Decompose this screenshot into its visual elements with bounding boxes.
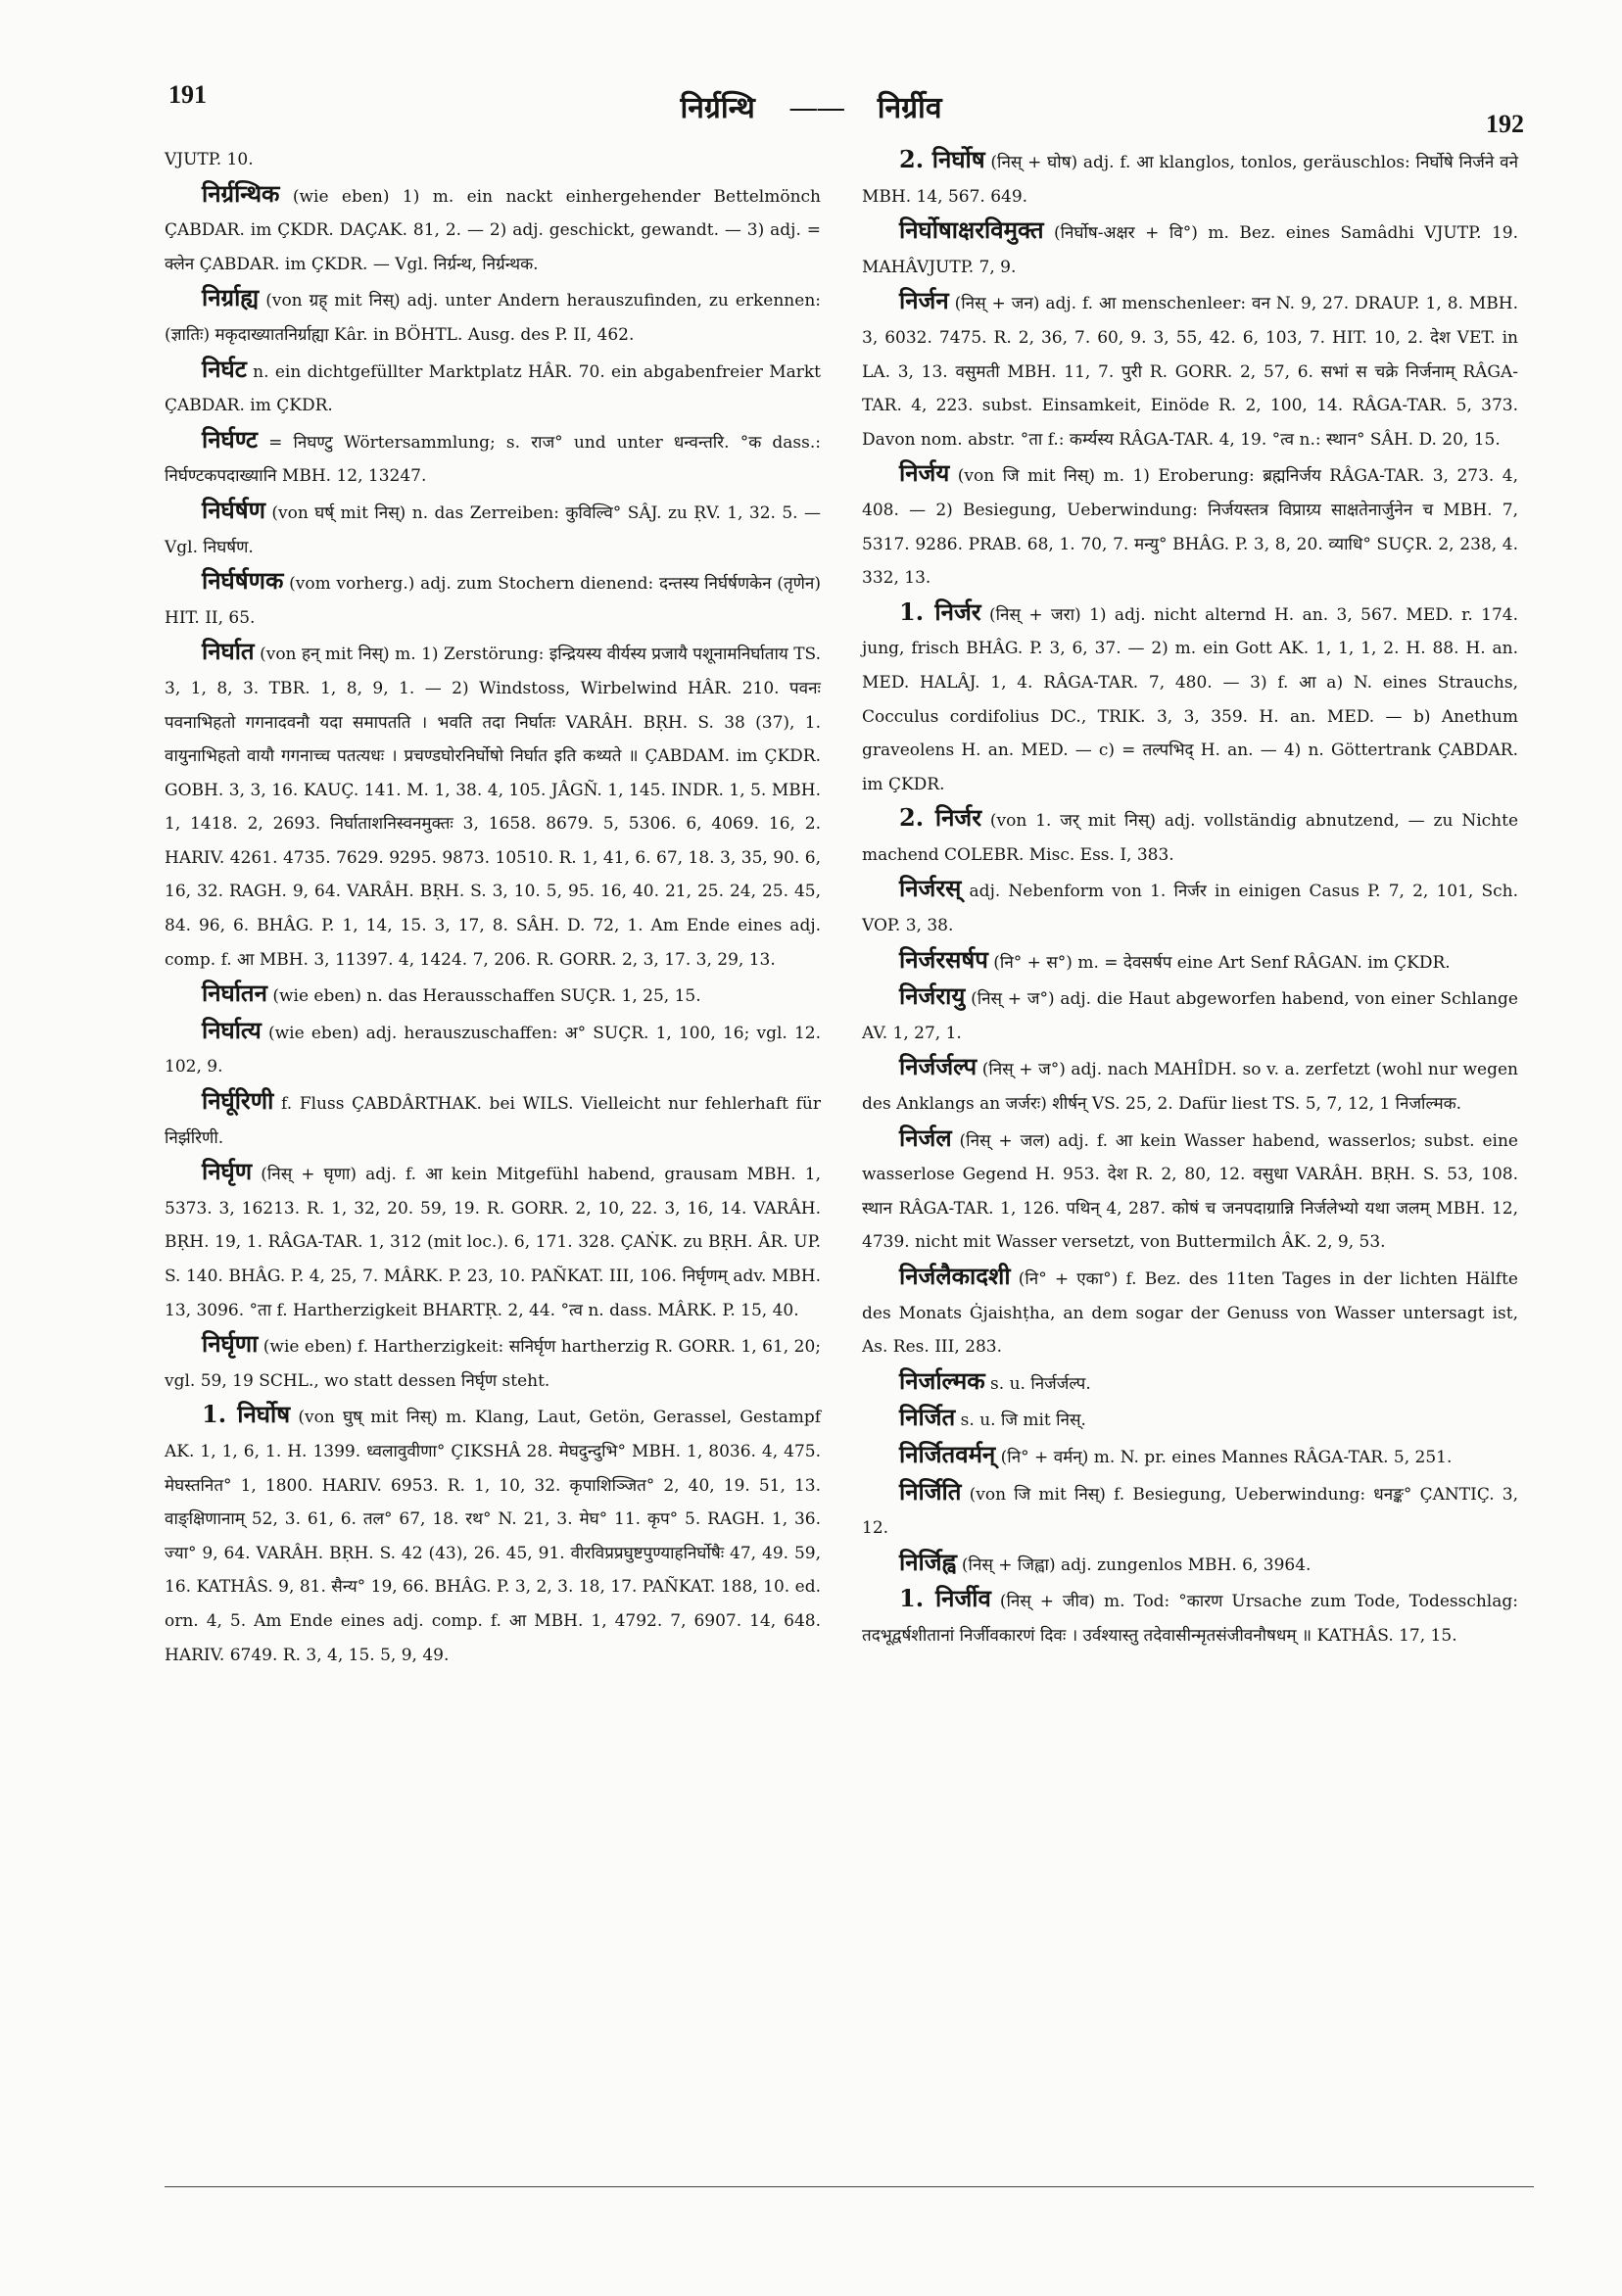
entry-headword: निर्घर्षण — [202, 495, 265, 524]
entry-headword: निर्जरसर्षप — [899, 944, 988, 974]
bottom-rule — [165, 2186, 1534, 2187]
entry-headword: निर्घोषाक्षरविमुक्त — [899, 215, 1044, 245]
entry-text: VJUTP. 10. — [165, 150, 254, 169]
entry-headword: 1. निर्घोष — [202, 1400, 291, 1429]
dictionary-entry — [862, 1475, 1518, 1546]
entry-headword: निर्जल — [899, 1123, 952, 1152]
entry-headword: निर्ग्राह्य — [202, 283, 260, 312]
entry-text: (von घर्ष् mit निस्) n. das Zerreiben: कुविल्वि° SÂJ. zu ṚV. 1, 32. 5. — Vgl. निघर्षण. — [165, 502, 822, 557]
entry-headword: निर्जाल्मक — [899, 1365, 985, 1395]
dictionary-entry — [165, 1398, 821, 1672]
entry-headword: निर्जलैकादशी — [899, 1262, 1011, 1290]
dictionary-entry — [165, 564, 821, 635]
dictionary-entry — [862, 1546, 1518, 1583]
entry-headword: 2. निर्घोष — [899, 145, 985, 173]
dictionary-entry — [165, 1084, 821, 1155]
entry-text: (निस् + घृणा) adj. f. आ kein Mitgefühl habend, grausam MBH. 1, 5373. 3, 16213. R. 1, 32, 20. 59, 19. R. GORR. 2, 10, 22. 3, 16, 14. VARÂH. BṚH. 19, 1. RÂGA-TAR. 1, 312 (mit loc.). 6, 171. 328. ÇAṄK. zu BṚH. ÂR. UP. S. 140. BHÂG. P. 4, 25, 7. MÂRK. P. 23, 10. PAÑKAT. III, 106. निर्घृणम् adv. MBH. 13, 3096. °ता f. Hartherzigkeit BHARTṚ. 2, 44. °त्व n. dass. MÂRK. P. 15, 40. — [165, 1165, 822, 1320]
entry-headword: निर्जन — [899, 286, 949, 315]
entry-text: s. u. जि mit निस्. — [960, 1411, 1086, 1431]
running-header — [0, 86, 1622, 126]
entry-headword: निर्घात्य — [202, 1015, 262, 1044]
dictionary-entry — [165, 635, 821, 977]
entry-text: (wie eben) 1) m. ein nackt einhergehender Bettelmönch ÇABDAR. im ÇKDR. DAÇAK. 81, 2. — 2) adj. geschickt, gewandt. — 3) adj. = क्लेन ÇABDAR. im ÇKDR. — Vgl. निर्ग्रन्थ, निर्ग्रन्थक. — [165, 186, 821, 274]
right-column — [862, 143, 1518, 1653]
entry-text: (vom vorherg.) adj. zum Stochern dienend: दन्तस्य निर्घर्षणकेन (तृणेन) HIT. II, 65. — [165, 574, 821, 628]
dictionary-entry — [862, 143, 1518, 214]
header-last-word: निर्ग्रीव — [877, 91, 942, 125]
entry-headword: निर्घृण — [202, 1157, 253, 1186]
entry-headword: निर्घण्ट — [202, 424, 258, 454]
entry-text: (wie eben) adj. herauszuschaffen: अ° SUÇR. 1, 100, 16; vgl. 12. 102, 9. — [165, 1023, 821, 1077]
dictionary-entry — [165, 177, 821, 282]
page-number-left: 191 — [168, 80, 207, 109]
entry-text: (von ग्रह् mit निस्) adj. unter Andern herauszufinden, zu erkennen: (ज्ञातिः) मकृदाख्यातनिर्ग्राह्या Kâr. in BÖHTL. Ausg. des P. II, 462. — [165, 291, 821, 345]
header-dash: —— — [788, 91, 844, 125]
entry-text: (निस् + जरा) 1) adj. nicht alternd H. an. 3, 567. MED. r. 174. jung, frisch BHÂG. P. 3, 6, 37. — 2) m. ein Gott AK. 1, 1, 1, 2. H. 88. H. an. MED. HALÂJ. 1, 4. RÂGA-TAR. 7, 480. — 3) f. आ a) N. eines Strauchs, Cocculus cordifolius DC., TRIK. 3, 3, 359. H. an. MED. — b) Anethum graveolens H. an. MED. — c) = तल्पभिद् H. an. — 4) n. Göttertrank ÇABDAR. im ÇKDR. — [862, 604, 1519, 794]
dictionary-entry — [862, 1050, 1518, 1121]
entry-text: (नि° + स°) m. = देवसर्षप eine Art Senf RÂGAN. im ÇKDR. — [993, 952, 1451, 973]
entry-text: (निस् + घोष) adj. f. आ klanglos, tonlos, geräuschlos: निर्घोषे निर्जने वने MBH. 14, 567. 649. — [862, 153, 1519, 207]
entry-text: f. Fluss ÇABDÂRTHAK. bei WILS. Vielleicht nur fehlerhaft für निर्झरिणी. — [165, 1094, 822, 1148]
entry-text: (नि° + एका°) f. Bez. des 11ten Tages in der lichten Hälfte des Monats Ġjaishṭha, an dem sogar der Genuss von Wasser untersagt ist, As. Res. III, 283. — [862, 1269, 1518, 1358]
entry-text: (निर्घोष-अक्षर + वि°) m. Bez. eines Samâdhi VJUTP. 19. MAHÂVJUTP. 7, 9. — [862, 223, 1518, 277]
dictionary-entry — [862, 980, 1518, 1050]
entry-text: (von घुष् mit निस्) m. Klang, Laut, Getön, Gerassel, Gestampf AK. 1, 1, 6, 1. H. 1399. ध्वलावुवीणा° ÇIKSHÂ 28. मेघदुन्दुभि° MBH. 1, 8036. 4, 475. मेघस्तनित° 1, 1800. HARIV. 6953. R. 1, 10, 32. कृपाशिञ्जित° 2, 40, 19. 51, 13. वाङ्क्षिणानाम् 52, 3. 61, 6. तल° 67, 18. रथ° N. 21, 3. मेघ° 11. कृप° 5. RAGH. 1, 36. ज्या° 9, 64. VARÂH. BṚH. S. 42 (43), 26. 45, 91. वीरविप्रप्रघुष्टपुण्याहनिर्घोषैः 47, 49. 59, 16. KATHÂS. 9, 81. सैन्य° 19, 66. BHÂG. P. 3, 2, 3. 18, 17. PAÑKAT. 188, 10. ed. orn. 4, 5. Am Ende eines adj. comp. f. आ MBH. 1, 4792. 7, 6907. 14, 648. HARIV. 6749. R. 3, 4, 15. 5, 9, 49. — [165, 1408, 822, 1665]
entry-headword: निर्घातन — [202, 979, 267, 1008]
dictionary-entry — [862, 1122, 1518, 1260]
entry-text: (wie eben) f. Hartherzigkeit: सनिर्घृण hartherzig R. GORR. 1, 61, 20; vgl. 59, 19 SCHL., wo statt dessen निर्घृण steht. — [165, 1337, 822, 1391]
entry-text: s. u. निर्जर्जल्प. — [990, 1373, 1091, 1394]
entry-headword: 2. निर्जर — [899, 803, 982, 833]
entry-text: (von हन् mit निस्) m. 1) Zerstörung: इन्द्रियस्य वीर्यस्य प्रजायै पशूनामनिर्घाताय TS. 3, 1, 8, 3. TBR. 1, 8, 9, 1. — 2) Windstoss, Wirbelwind HÂR. 210. पवनः पवनाभिहतो गगनादवनौ यदा समापतति । भवति तदा निर्घातः VARÂH. BṚH. S. 38 (37), 1. वायुनाभिहतो वायौ गगनाच्च पतत्यधः । प्रचण्डघोरनिर्घोषो निर्घात इति कथ्यते ॥ ÇABDAM. im ÇKDR. GOBH. 3, 3, 16. KAUÇ. 141. M. 1, 38. 4, 105. JÂGÑ. 1, 145. INDR. 1, 5. MBH. 1, 1418. 2, 2693. निर्घाताशनिस्वनमुक्तः 3, 1658. 8679. 5, 5306. 6, 4069. 16, 2. HARIV. 4261. 4735. 7629. 9295. 9873. 10510. R. 1, 41, 6. 67, 18. 3, 35, 90. 6, 16, 32. RAGH. 9, 64. VARÂH. BṚH. S. 3, 10. 5, 95. 16, 40. 21, 25. 24, 25. 45, 84. 96, 6. BHÂG. P. 1, 14, 15. 3, 17, 8. SÂH. D. 72, 1. Am Ende eines adj. comp. f. आ MBH. 3, 11397. 4, 1424. 7, 206. R. GORR. 2, 3, 17. 3, 29, 13. — [165, 645, 821, 970]
entry-text: n. ein dichtgefüllter Marktplatz HÂR. 70. ein abgabenfreier Markt ÇABDAR. im ÇKDR. — [165, 361, 822, 416]
dictionary-entry — [862, 1582, 1518, 1652]
entry-text: (निस् + जल) adj. f. आ kein Wasser habend, wasserlos; subst. eine wasserlose Gegend H. 953. देश R. 2, 80, 12. वसुधा VARÂH. BṚH. S. 53, 108. स्थान RÂGA-TAR. 1, 126. पथिन् 4, 287. कोषं च जनपदाग्रान्नि निर्जलेभ्यो यथा जलम् MBH. 12, 4739. nicht mit Wasser versetzt, von Buttermilch ÂK. 2, 9, 53. — [862, 1130, 1518, 1253]
dictionary-entry — [165, 1014, 821, 1084]
entry-headword: निर्ग्रन्थिक — [202, 178, 280, 208]
left-column — [165, 143, 821, 1672]
entry-text: (von 1. जर् mit निस्) adj. vollständig abnutzend, — zu Nichte machend COLEBR. Misc. Ess. I, 383. — [862, 811, 1519, 865]
dictionary-entry — [862, 284, 1518, 456]
entry-headword: निर्जरायु — [899, 981, 966, 1011]
dictionary-entry — [165, 143, 821, 177]
entry-headword: निर्जरस् — [899, 874, 962, 903]
dictionary-entry — [862, 596, 1518, 802]
entry-headword: निर्जय — [899, 458, 950, 488]
entry-headword: निर्जर्जल्प — [899, 1052, 978, 1081]
dictionary-entry — [862, 872, 1518, 942]
entry-text: (निस् + जीव) m. Tod: °कारण Ursache zum Tode, Todesschlag: तदभूद्वर्षशीतानां निर्जीवकारणं दिवः । उर्वश्यास्तु तदेवासीन्मृतसंजीवनौषधम् ॥ KATHÂS. 17, 15. — [862, 1592, 1518, 1646]
page-number-right: 192 — [1486, 110, 1524, 138]
entry-text: (von जि mit निस्) f. Besiegung, Ueberwindung: धनङ्क° ÇANTIÇ. 3, 12. — [862, 1484, 1519, 1539]
entry-headword: निर्जितवर्मन् — [899, 1439, 996, 1468]
dictionary-entry — [862, 214, 1518, 284]
dictionary-entry — [862, 943, 1518, 981]
entry-headword: 1. निर्जीव — [899, 1584, 991, 1613]
dictionary-entry — [862, 1401, 1518, 1438]
dictionary-entry — [165, 977, 821, 1014]
dictionary-entry — [165, 1327, 821, 1398]
dictionary-entry — [862, 801, 1518, 872]
dictionary-entry — [862, 1438, 1518, 1475]
entry-headword: निर्घर्षणक — [202, 566, 284, 596]
entry-text: (von जि mit निस्) m. 1) Eroberung: ब्रह्मनिर्जय RÂGA-TAR. 3, 273. 4, 408. — 2) Besiegung, Ueberwindung: निर्जयस्तत्र विप्राग्र्य साक्षतेनार्जुनेन च MBH. 7, 5317. 9286. PRAB. 68, 1. 70, 7. मन्यु° BHÂG. P. 3, 8, 20. व्याधि° SUÇR. 2, 238, 4. 332, 13. — [862, 466, 1518, 589]
entry-text: (नि° + वर्मन्) m. N. pr. eines Mannes RÂGA-TAR. 5, 251. — [1000, 1447, 1453, 1467]
entry-headword: निर्जिह्व — [899, 1547, 957, 1576]
entry-headword: निर्घात — [202, 637, 255, 666]
entry-text: (wie eben) n. das Herausschaffen SUÇR. 1, 25, 15. — [272, 986, 701, 1007]
dictionary-entry — [165, 494, 821, 564]
dictionary-entry — [862, 456, 1518, 595]
entry-headword: निर्जित — [899, 1403, 956, 1432]
dictionary-entry — [862, 1364, 1518, 1402]
dictionary-entry — [165, 423, 821, 494]
entry-headword: निर्घूरिणी — [202, 1086, 274, 1116]
dictionary-entry — [165, 281, 821, 352]
entry-headword: निर्घृणा — [202, 1329, 259, 1359]
dictionary-entry — [165, 353, 821, 423]
entry-headword: निर्घट — [202, 354, 247, 383]
dictionary-entry — [165, 1155, 821, 1327]
entry-text: (निस् + जिह्वा) adj. zungenlos MBH. 6, 3964. — [961, 1555, 1312, 1575]
entry-headword: 1. निर्जर — [899, 597, 981, 626]
entry-text: = निघण्टु Wörtersammlung; s. राज° und unter धन्वन्तरि. °क dass.: निर्घण्टकपदाख्यानि MBH. 12, 13247. — [165, 432, 822, 487]
entry-text: (निस् + जन) adj. f. आ menschenleer: वन N. 9, 27. DRAUP. 1, 8. MBH. 3, 6032. 7475. R. 2, 36, 7. 60, 9. 3, 55, 42. 6, 103, 7. HIT. 10, 2. देश VET. in LA. 3, 13. वसुमती MBH. 11, 7. पुरी R. GORR. 2, 57, 6. सभां स चक्रे निर्जनाम् RÂGA-TAR. 4, 223. subst. Einsamkeit, Einöde R. 2, 100, 14. RÂGA-TAR. 5, 373. Davon nom. abstr. °ता f.: कर्म्यस्य RÂGA-TAR. 4, 19. °त्व n.: स्थान° SÂH. D. 20, 15. — [862, 294, 1518, 450]
entry-text: adj. Nebenform von 1. निर्जर in einigen Casus P. 7, 2, 101, Sch. VOP. 3, 38. — [862, 882, 1518, 936]
entry-text: (निस् + ज°) adj. die Haut abgeworfen habend, von einer Schlange AV. 1, 27, 1. — [862, 989, 1518, 1043]
entry-headword: निर्जिति — [899, 1476, 962, 1506]
dictionary-entry — [862, 1260, 1518, 1364]
header-first-word: निर्ग्रन्थि — [680, 91, 755, 125]
entry-text: (निस् + ज°) adj. nach MAHÎDH. so v. a. zerfetzt (wohl nur wegen des Anklangs an जर्जरः) शीर्षन् VS. 25, 2. Dafür liest TS. 5, 7, 12, 1 निर्जाल्मक. — [862, 1060, 1518, 1115]
